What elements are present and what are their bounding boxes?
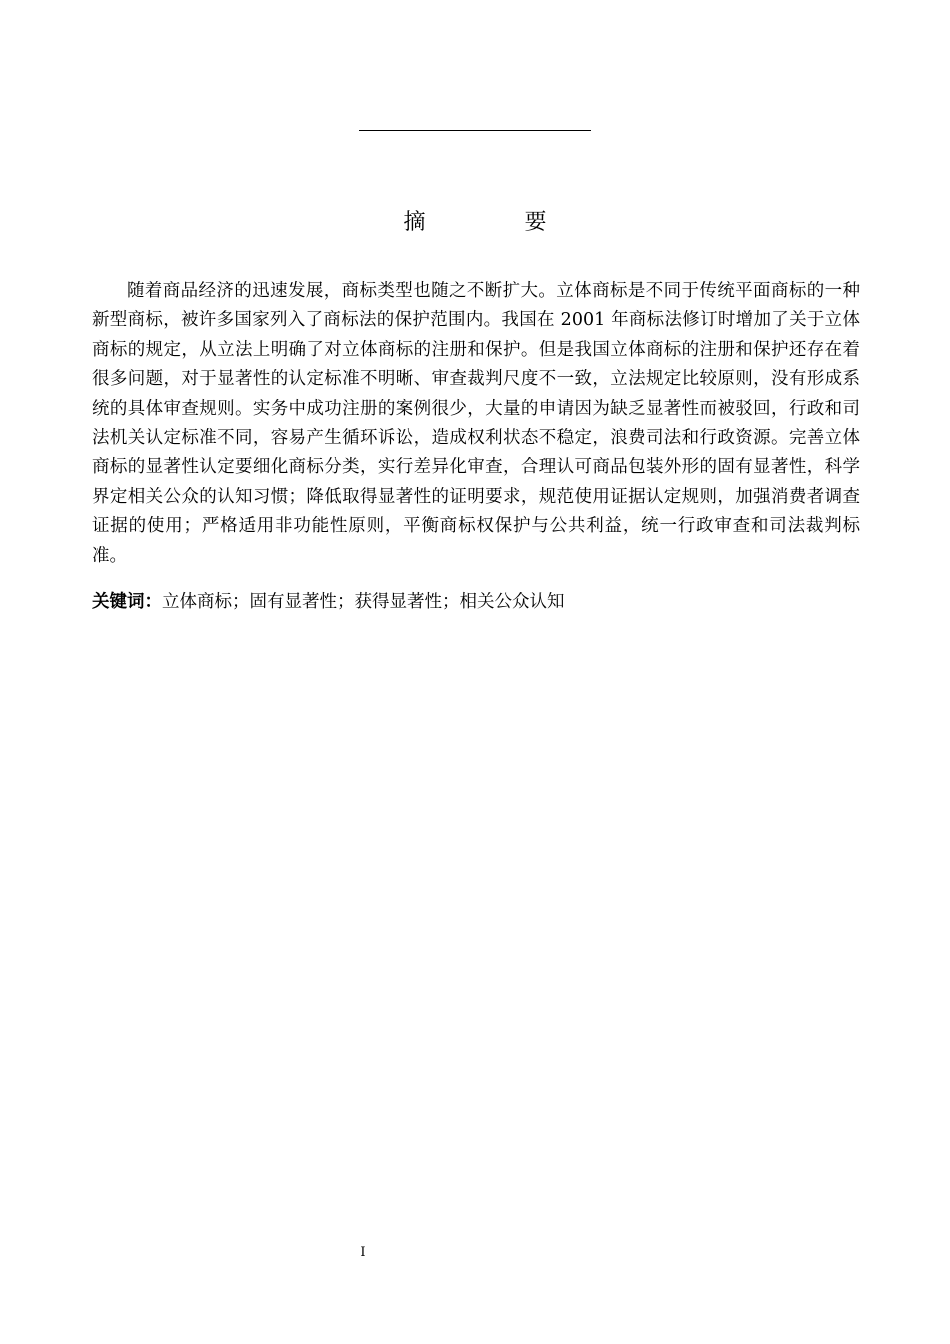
- keywords-line: [92, 589, 860, 615]
- header-rule: [359, 130, 591, 131]
- keywords-value: 立体商标；固有显著性；获得显著性；相关公众认知: [162, 592, 565, 612]
- keywords-label: 关键词：: [92, 592, 162, 612]
- abstract-body: 随着商品经济的迅速发展，商标类型也随之不断扩大。立体商标是不同于传统平面商标的一种新型商标，被许多国家列入了商标法的保护范围内。我国在 2001 年商标法修订时增加了关于立体商标的规定，从立法上明确了对立体商标的注册和保护。但是我国立体商标的注册和保护还存在着很多问题，对于显著性的认定标准不明晰、审查裁判尺度不一致，立法规定比较原则，没有形成系统的具体审查规则。实务中成功注册的案例很少，大量的申请因为缺乏显著性而被驳回，行政和司法机关认定标准不同，容易产生循环诉讼，造成权利状态不稳定，浪费司法和行政资源。完善立体商标的显著性认定要细化商标分类，实行差异化审查，合理认可商品包装外形的固有显著性，科学界定相关公众的认知习惯；降低取得显著性的证明要求，规范使用证据认定规则，加强消费者调查证据的使用；严格适用非功能性原则，平衡商标权保护与公共利益，统一行政审查和司法裁判标准。: [92, 281, 860, 566]
- page-number: I: [360, 1245, 366, 1260]
- abstract-title: 摘 要: [403, 210, 593, 235]
